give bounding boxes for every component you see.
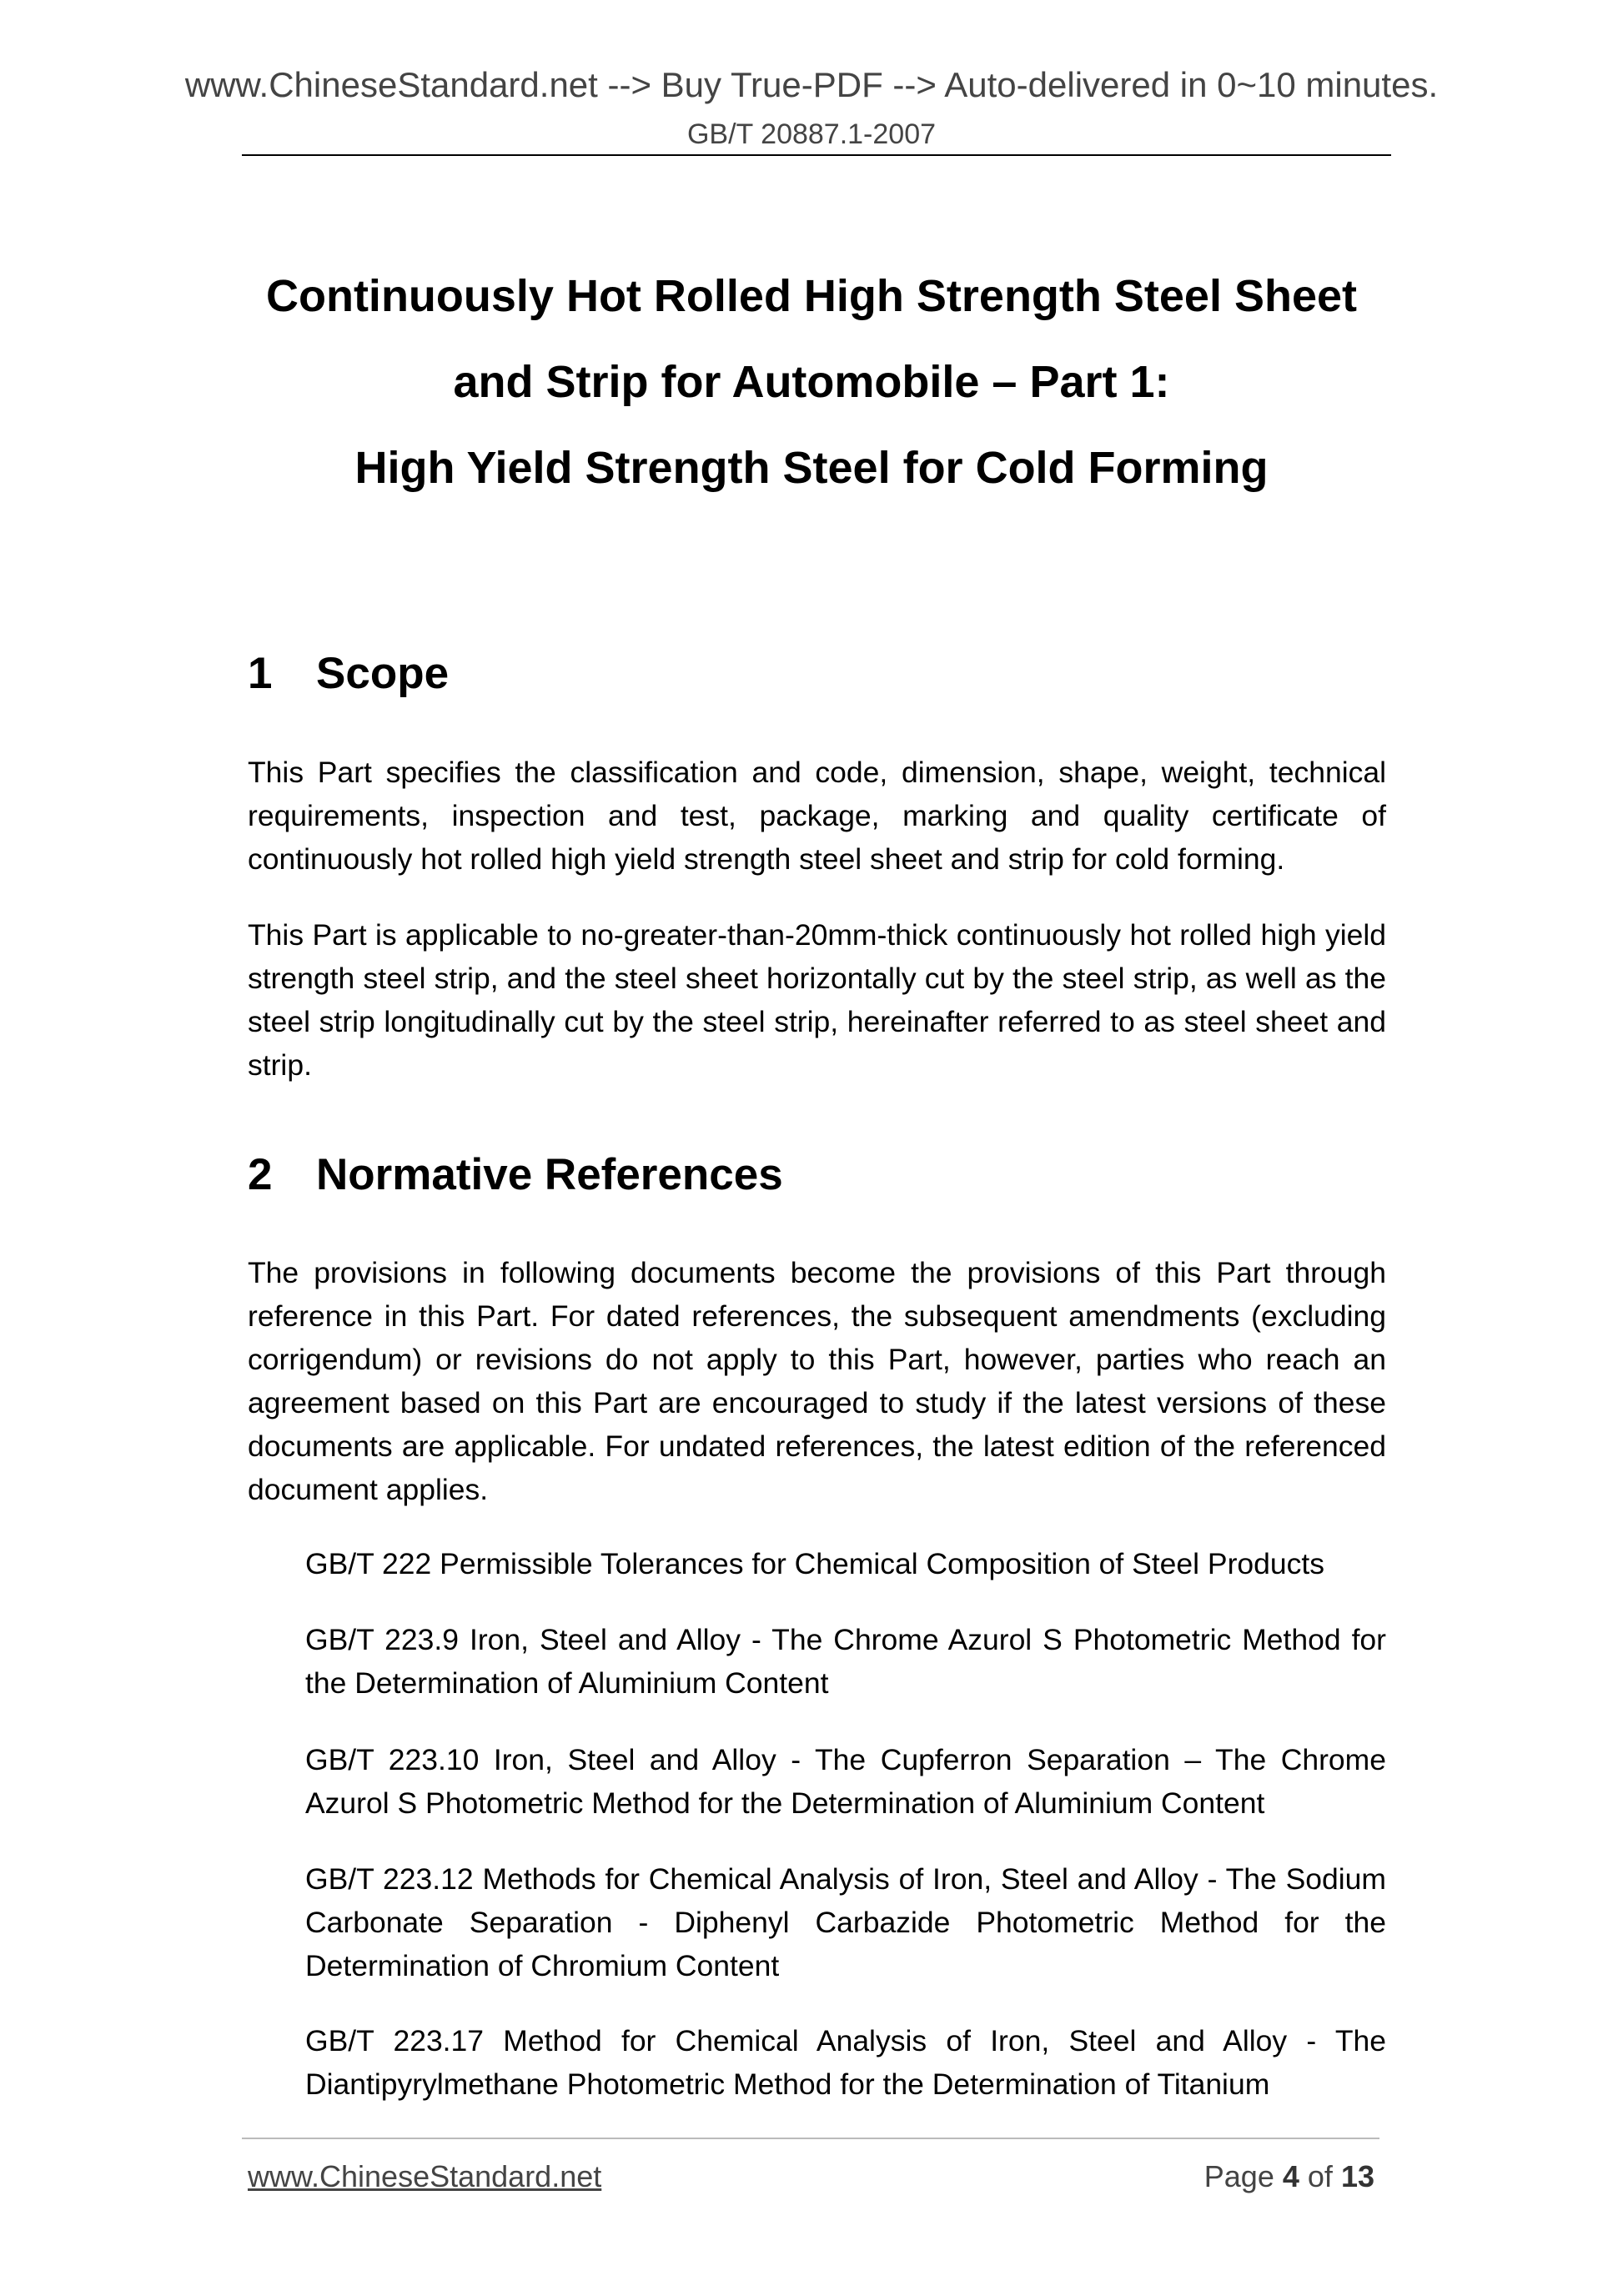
reference-item: GB/T 222 Permissible Tolerances for Chemical Composition of Steel Products xyxy=(305,1547,1325,1580)
scope-paragraph-1: This Part specifies the classification and code, dimension, shape, weight, technical requirements, inspection and test, package, marking and quality certificate of continuously hot rolled high yield strength steel sheet and strip for cold forming. xyxy=(248,756,1386,876)
reference-item: GB/T 223.12 Methods for Chemical Analysis of Iron, Steel and Alloy - The Sodium Carbonate Separation - Diphenyl Carbazide Photometric Method for the Determination of Chromium Content xyxy=(305,1862,1386,1982)
reference-item: GB/T 223.17 Method for Chemical Analysis of Iron, Steel and Alloy - The Diantipyrylmethane Photometric Method for the Determination of Titanium xyxy=(305,2024,1386,2101)
page-total: 13 xyxy=(1340,2159,1374,2193)
title-line-3: High Yield Strength Steel for Cold Forming xyxy=(354,443,1269,493)
section-number: 2 xyxy=(248,1150,273,1199)
section-number: 1 xyxy=(248,649,273,698)
title-line-1: Continuously Hot Rolled High Strength Steel Sheet xyxy=(265,271,1358,321)
footer-site-link[interactable]: www.ChineseStandard.net xyxy=(248,2159,602,2193)
title-line-2: and Strip for Automobile – Part 1: xyxy=(453,357,1170,407)
header-banner: www.ChineseStandard.net --> Buy True-PDF --> Auto-delivered in 0~10 minutes. xyxy=(184,65,1439,104)
scope-paragraph-2: This Part is applicable to no-greater-than-20mm-thick continuously hot rolled high yield strength steel strip, and the steel sheet horizontally cut by the steel strip, as well as the steel strip longitudinally cut by the steel strip, hereinafter referred to as steel sheet and strip. xyxy=(248,918,1386,1082)
page-label: Page xyxy=(1203,2159,1274,2193)
standard-code: GB/T 20887.1-2007 xyxy=(686,118,937,150)
reference-item: GB/T 223.10 Iron, Steel and Alloy - The Cupferron Separation – The Chrome Azurol S Photometric Method for the Determination of Aluminium Content xyxy=(305,1743,1386,1820)
page-current: 4 xyxy=(1282,2159,1299,2193)
page-of-label: of xyxy=(1307,2159,1333,2193)
reference-item: GB/T 223.9 Iron, Steel and Alloy - The Chrome Azurol S Photometric Method for the Determination of Aluminium Content xyxy=(305,1623,1386,1700)
section-title: Scope xyxy=(316,649,450,698)
section-heading-normative-references xyxy=(248,1149,783,1200)
header-divider xyxy=(242,154,1391,156)
document-title xyxy=(0,254,1623,511)
section-title: Normative References xyxy=(316,1150,783,1199)
normative-intro-paragraph: The provisions in following documents become the provisions of this Part through reference in this Part. For dated references, the subsequent amendments (excluding corrigendum) or revisions do not apply to this Part, however, parties who reach an agreement based on this Part are encouraged to study if the latest versions of these documents are applicable. For undated references, the latest edition of the referenced document applies. xyxy=(248,1256,1386,1506)
section-heading-scope xyxy=(248,648,449,699)
page-indicator xyxy=(1204,2159,1374,2194)
footer-divider xyxy=(242,2138,1379,2139)
